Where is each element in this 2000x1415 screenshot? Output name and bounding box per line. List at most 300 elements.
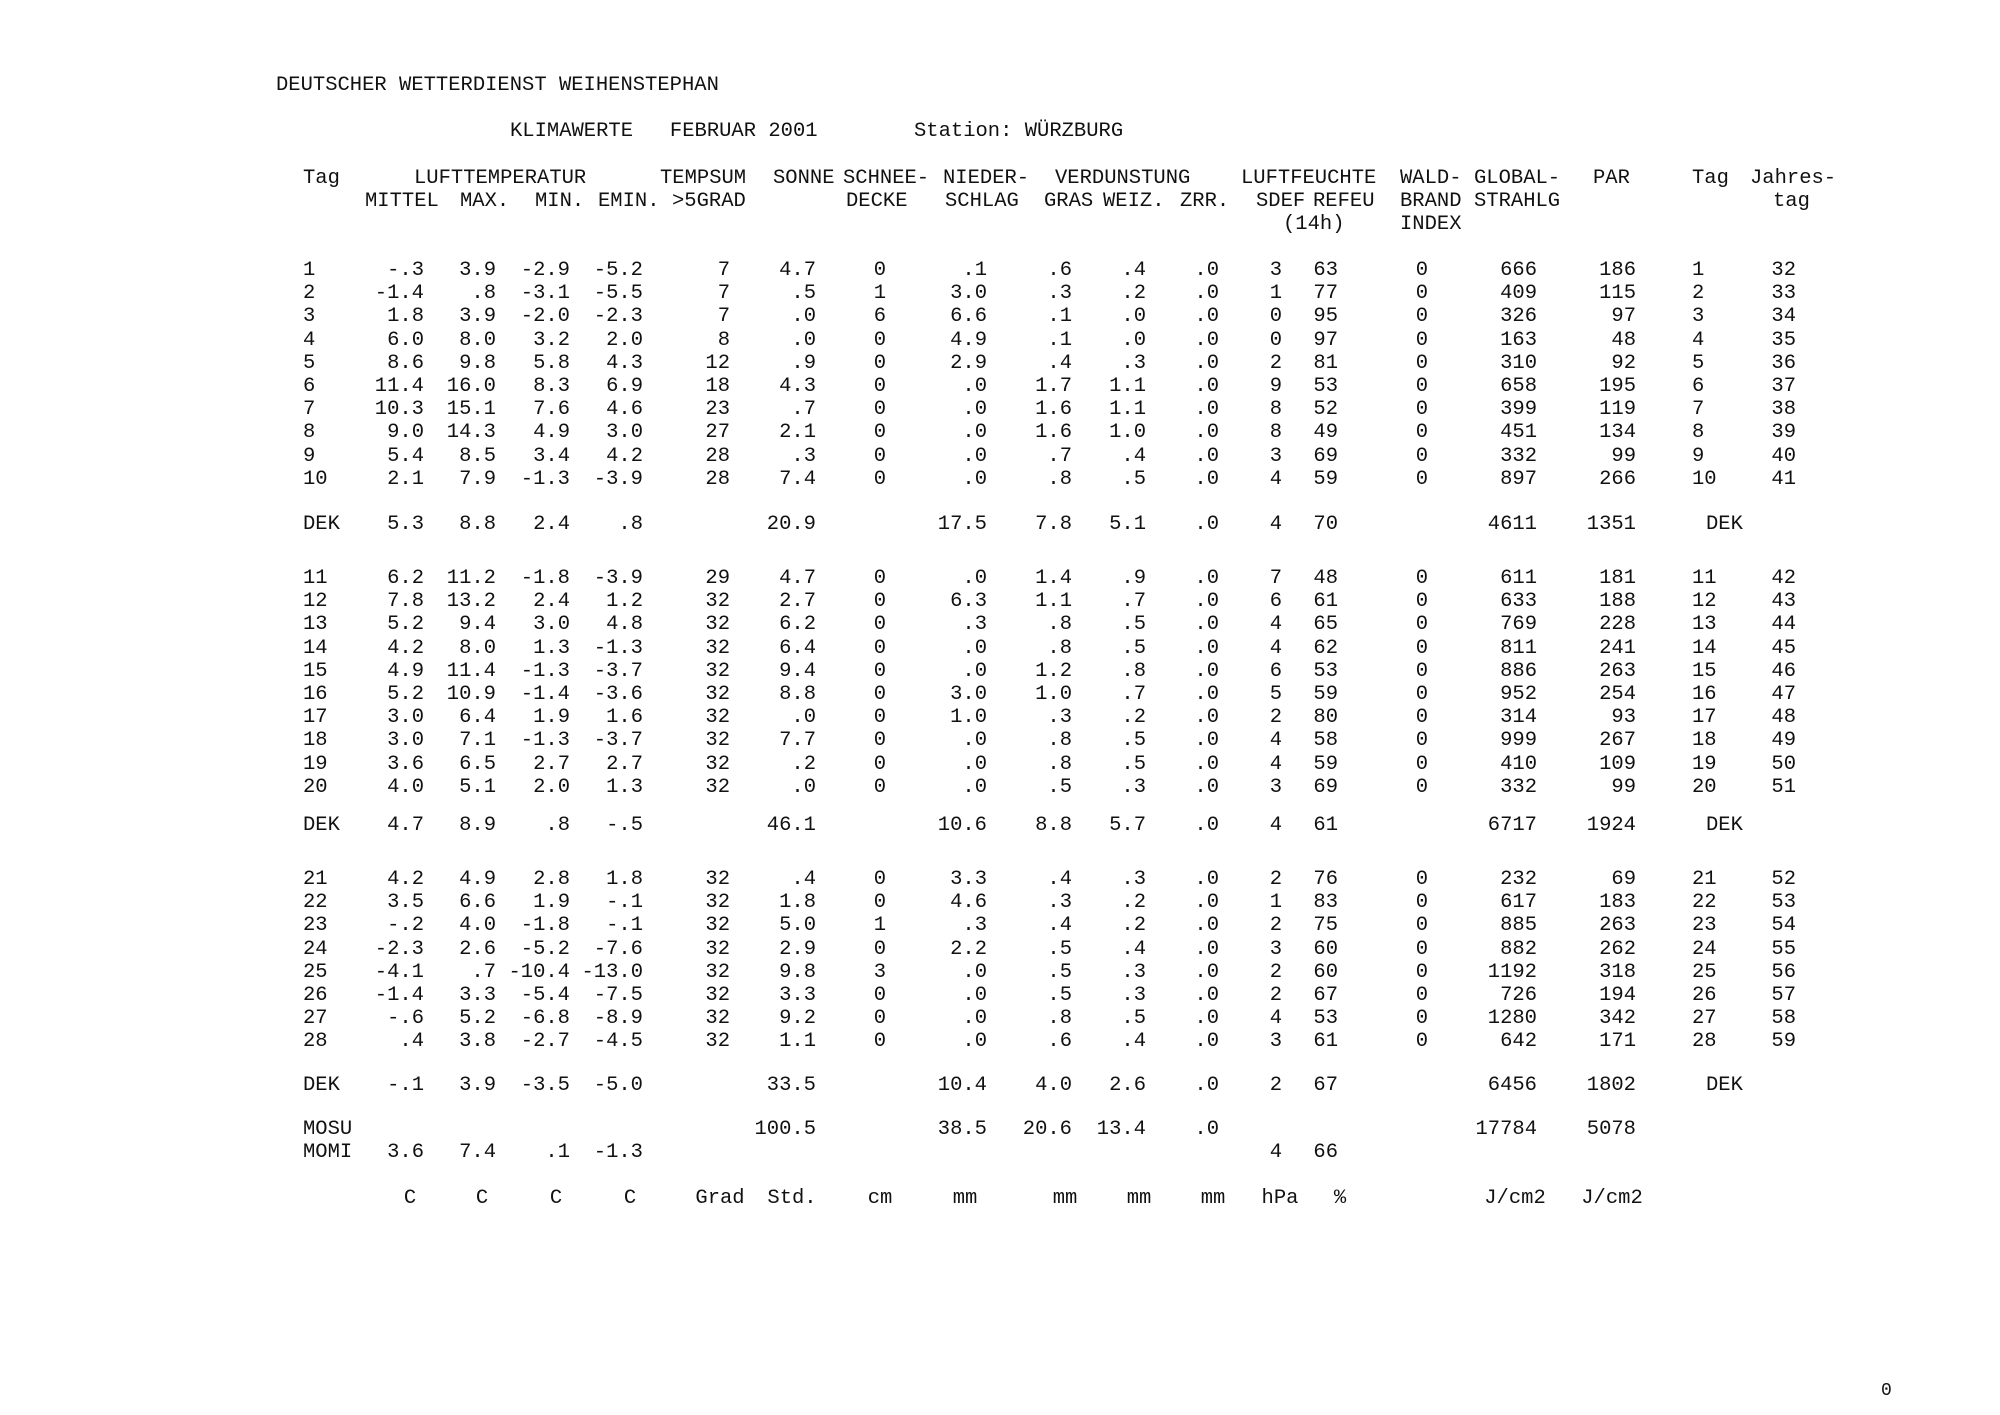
day-row-mittel: 5.4 bbox=[387, 444, 424, 468]
day-row-schnee: 0 bbox=[873, 1030, 886, 1054]
day-row-min: -2.7 bbox=[520, 1030, 570, 1054]
day-row-min: -5.2 bbox=[520, 937, 570, 961]
day-row-schnee: 0 bbox=[873, 398, 886, 422]
day-row-tag: 16 bbox=[303, 683, 328, 706]
day-row-jahrestag: 34 bbox=[1771, 305, 1796, 329]
day-row-emin: 2.7 bbox=[606, 752, 643, 776]
dek-row-max: 8.9 bbox=[459, 814, 496, 837]
day-row-gras: .8 bbox=[1047, 467, 1072, 491]
day-row-jahrestag: 55 bbox=[1771, 937, 1796, 961]
day-row-tag: 27 bbox=[303, 1007, 328, 1031]
day-row-min: 8.3 bbox=[533, 375, 570, 398]
day-row-emin: -4.5 bbox=[593, 1030, 643, 1054]
day-row-global: 1192 bbox=[1487, 960, 1537, 984]
day-row-sdef: 7 bbox=[1269, 567, 1282, 590]
day-row-tempsum: 29 bbox=[705, 567, 730, 590]
day-row-weiz: .4 bbox=[1121, 444, 1146, 468]
day-row-gras: .3 bbox=[1047, 706, 1072, 730]
day-row-par: 183 bbox=[1599, 891, 1636, 915]
day-row-weiz: .9 bbox=[1121, 567, 1146, 590]
day-row-global: 332 bbox=[1500, 444, 1537, 468]
dek-row-sdef: 4 bbox=[1269, 513, 1282, 536]
day-row-par: 194 bbox=[1599, 984, 1636, 1007]
day-row-tempsum: 32 bbox=[705, 636, 730, 660]
org-title: DEUTSCHER WETTERDIENST WEIHENSTEPHAN bbox=[276, 74, 719, 97]
day-row-nieder: .0 bbox=[962, 752, 987, 776]
day-row-tempsum: 18 bbox=[705, 375, 730, 398]
unit-label: mm bbox=[1126, 1187, 1152, 1210]
column-subheader: (14h) bbox=[1283, 213, 1345, 236]
day-row-sonne: 9.8 bbox=[779, 960, 816, 984]
day-row-refeu: 53 bbox=[1313, 659, 1338, 683]
dek-row-zrr: .0 bbox=[1194, 1074, 1219, 1097]
day-row-emin: 4.2 bbox=[606, 444, 643, 468]
day-row-weiz: .5 bbox=[1121, 636, 1146, 660]
day-row-gras: .4 bbox=[1047, 914, 1072, 938]
day-row-jahrestag: 35 bbox=[1771, 328, 1796, 352]
column-header: NIEDER- bbox=[943, 167, 1030, 190]
day-row-schnee: 0 bbox=[873, 421, 886, 445]
day-row-tag2: 9 bbox=[1692, 444, 1705, 468]
dek-row-max: 8.8 bbox=[459, 513, 496, 536]
day-row-wald: 0 bbox=[1415, 706, 1428, 730]
day-row-zrr: .0 bbox=[1194, 868, 1219, 891]
day-row-tag2: 8 bbox=[1692, 421, 1705, 445]
day-row-refeu: 97 bbox=[1313, 328, 1338, 352]
day-row-sdef: 3 bbox=[1269, 775, 1282, 799]
column-subheader: DECKE bbox=[846, 190, 908, 213]
dek-row-tag2: DEK bbox=[1706, 1074, 1743, 1097]
day-row-nieder: .0 bbox=[962, 984, 987, 1007]
day-row-zrr: .0 bbox=[1194, 398, 1219, 422]
day-row-emin: -3.7 bbox=[593, 659, 643, 683]
column-header: WALD- bbox=[1400, 167, 1462, 190]
day-row-par: 228 bbox=[1599, 613, 1636, 637]
day-row-global: 314 bbox=[1500, 706, 1537, 730]
day-row-tag: 17 bbox=[303, 706, 328, 730]
day-row-jahrestag: 38 bbox=[1771, 398, 1796, 422]
day-row-mittel: -1.4 bbox=[374, 282, 424, 306]
day-row-tag: 7 bbox=[303, 398, 316, 422]
day-row-tag: 28 bbox=[303, 1030, 328, 1054]
day-row-sdef: 8 bbox=[1269, 398, 1282, 422]
day-row-jahrestag: 37 bbox=[1771, 375, 1796, 398]
day-row-nieder: 6.3 bbox=[950, 590, 987, 614]
day-row-global: 726 bbox=[1500, 984, 1537, 1007]
day-row-tempsum: 32 bbox=[705, 960, 730, 984]
day-row-nieder: 6.6 bbox=[950, 305, 987, 329]
momi-row-max: 7.4 bbox=[459, 1141, 496, 1164]
day-row-max: 4.9 bbox=[459, 868, 496, 891]
day-row-nieder: 4.9 bbox=[950, 328, 987, 352]
day-row-sonne: 1.8 bbox=[779, 891, 816, 915]
day-row-mittel: 5.2 bbox=[387, 613, 424, 637]
day-row-emin: -3.6 bbox=[593, 683, 643, 706]
day-row-schnee: 3 bbox=[873, 960, 886, 984]
day-row-wald: 0 bbox=[1415, 613, 1428, 637]
day-row-sdef: 8 bbox=[1269, 421, 1282, 445]
day-row-tag2: 24 bbox=[1692, 937, 1717, 961]
day-row-emin: -2.3 bbox=[593, 305, 643, 329]
day-row-min: 4.9 bbox=[533, 421, 570, 445]
dek-row-weiz: 2.6 bbox=[1109, 1074, 1146, 1097]
day-row-tempsum: 28 bbox=[705, 444, 730, 468]
day-row-refeu: 69 bbox=[1313, 444, 1338, 468]
day-row-tag: 13 bbox=[303, 613, 328, 637]
unit-label: C bbox=[623, 1187, 637, 1210]
day-row-par: 342 bbox=[1599, 1007, 1636, 1031]
day-row-tag2: 26 bbox=[1692, 984, 1717, 1007]
day-row-gras: 1.6 bbox=[1035, 398, 1072, 422]
day-row-weiz: .7 bbox=[1121, 683, 1146, 706]
day-row-jahrestag: 33 bbox=[1771, 282, 1796, 306]
day-row-emin: 4.6 bbox=[606, 398, 643, 422]
day-row-emin: -13.0 bbox=[581, 960, 643, 984]
day-row-min: 3.4 bbox=[533, 444, 570, 468]
day-row-max: 8.0 bbox=[459, 636, 496, 660]
day-row-tempsum: 32 bbox=[705, 984, 730, 1007]
day-row-schnee: 0 bbox=[873, 891, 886, 915]
day-row-emin: -1.3 bbox=[593, 636, 643, 660]
day-row-tempsum: 32 bbox=[705, 706, 730, 730]
day-row-schnee: 0 bbox=[873, 775, 886, 799]
day-row-tag2: 17 bbox=[1692, 706, 1717, 730]
day-row-par: 48 bbox=[1611, 328, 1636, 352]
day-row-par: 263 bbox=[1599, 914, 1636, 938]
column-subheader: >5GRAD bbox=[672, 190, 746, 213]
column-subheader: MITTEL bbox=[365, 190, 439, 213]
day-row-tempsum: 32 bbox=[705, 1007, 730, 1031]
day-row-sonne: 4.7 bbox=[779, 567, 816, 590]
day-row-sdef: 4 bbox=[1269, 729, 1282, 753]
day-row-weiz: .3 bbox=[1121, 960, 1146, 984]
day-row-wald: 0 bbox=[1415, 960, 1428, 984]
day-row-tag2: 13 bbox=[1692, 613, 1717, 637]
column-header: Tag bbox=[303, 167, 340, 190]
day-row-par: 109 bbox=[1599, 752, 1636, 776]
day-row-refeu: 95 bbox=[1313, 305, 1338, 329]
dek-row-tag2: DEK bbox=[1706, 513, 1743, 536]
day-row-emin: 1.6 bbox=[606, 706, 643, 730]
day-row-weiz: .2 bbox=[1121, 706, 1146, 730]
day-row-gras: .8 bbox=[1047, 729, 1072, 753]
day-row-gras: .4 bbox=[1047, 868, 1072, 891]
day-row-refeu: 76 bbox=[1313, 868, 1338, 891]
day-row-nieder: .0 bbox=[962, 636, 987, 660]
day-row-nieder: .0 bbox=[962, 960, 987, 984]
mosu-row-nieder: 38.5 bbox=[937, 1118, 987, 1141]
day-row-tag: 15 bbox=[303, 659, 328, 683]
day-row-tempsum: 7 bbox=[717, 259, 730, 282]
day-row-jahrestag: 36 bbox=[1771, 351, 1796, 375]
day-row-gras: .8 bbox=[1047, 752, 1072, 776]
day-row-par: 93 bbox=[1611, 706, 1636, 730]
day-row-sonne: 2.1 bbox=[779, 421, 816, 445]
column-subheader: SDEF bbox=[1256, 190, 1306, 213]
column-subheader: STRAHLG bbox=[1474, 190, 1561, 213]
day-row-tempsum: 32 bbox=[705, 752, 730, 776]
day-row-global: 410 bbox=[1500, 752, 1537, 776]
day-row-gras: .1 bbox=[1047, 305, 1072, 329]
column-header: LUFTFEUCHTE bbox=[1241, 167, 1377, 190]
day-row-refeu: 60 bbox=[1313, 960, 1338, 984]
day-row-tag2: 1 bbox=[1692, 259, 1705, 282]
day-row-wald: 0 bbox=[1415, 259, 1428, 282]
mosu-row-tag: MOSU bbox=[303, 1118, 353, 1141]
day-row-jahrestag: 54 bbox=[1771, 914, 1796, 938]
day-row-mittel: 4.9 bbox=[387, 659, 424, 683]
day-row-tempsum: 27 bbox=[705, 421, 730, 445]
day-row-nieder: .0 bbox=[962, 444, 987, 468]
day-row-sdef: 2 bbox=[1269, 868, 1282, 891]
day-row-emin: -5.5 bbox=[593, 282, 643, 306]
day-row-wald: 0 bbox=[1415, 467, 1428, 491]
day-row-weiz: 1.1 bbox=[1109, 398, 1146, 422]
day-row-tempsum: 32 bbox=[705, 613, 730, 637]
day-row-schnee: 0 bbox=[873, 467, 886, 491]
day-row-min: -6.8 bbox=[520, 1007, 570, 1031]
day-row-refeu: 59 bbox=[1313, 467, 1338, 491]
day-row-zrr: .0 bbox=[1194, 914, 1219, 938]
day-row-tempsum: 28 bbox=[705, 467, 730, 491]
day-row-gras: .5 bbox=[1047, 984, 1072, 1007]
day-row-global: 451 bbox=[1500, 421, 1537, 445]
column-subheader: SCHLAG bbox=[945, 190, 1019, 213]
day-row-sonne: .0 bbox=[791, 706, 816, 730]
day-row-par: 263 bbox=[1599, 659, 1636, 683]
day-row-max: 5.1 bbox=[459, 775, 496, 799]
day-row-refeu: 58 bbox=[1313, 729, 1338, 753]
day-row-schnee: 0 bbox=[873, 259, 886, 282]
dek-row-mittel: 4.7 bbox=[387, 814, 424, 837]
day-row-refeu: 53 bbox=[1313, 375, 1338, 398]
dek-row-mittel: -.1 bbox=[387, 1074, 424, 1097]
day-row-emin: -7.5 bbox=[593, 984, 643, 1007]
day-row-schnee: 0 bbox=[873, 937, 886, 961]
unit-label: mm bbox=[1052, 1187, 1078, 1210]
day-row-global: 952 bbox=[1500, 683, 1537, 706]
day-row-tempsum: 7 bbox=[717, 305, 730, 329]
day-row-tag2: 19 bbox=[1692, 752, 1717, 776]
day-row-tag2: 23 bbox=[1692, 914, 1717, 938]
day-row-global: 617 bbox=[1500, 891, 1537, 915]
column-subheader: REFEU bbox=[1313, 190, 1375, 213]
day-row-sonne: .4 bbox=[791, 868, 816, 891]
day-row-wald: 0 bbox=[1415, 590, 1428, 614]
column-header: VERDUNSTUNG bbox=[1055, 167, 1191, 190]
day-row-wald: 0 bbox=[1415, 914, 1428, 938]
day-row-weiz: .2 bbox=[1121, 282, 1146, 306]
day-row-sdef: 4 bbox=[1269, 636, 1282, 660]
day-row-max: 13.2 bbox=[446, 590, 496, 614]
dek-row-refeu: 61 bbox=[1313, 814, 1338, 837]
day-row-global: 399 bbox=[1500, 398, 1537, 422]
day-row-refeu: 77 bbox=[1313, 282, 1338, 306]
day-row-schnee: 0 bbox=[873, 729, 886, 753]
day-row-jahrestag: 57 bbox=[1771, 984, 1796, 1007]
day-row-par: 97 bbox=[1611, 305, 1636, 329]
day-row-tempsum: 32 bbox=[705, 914, 730, 938]
mosu-row-global: 17784 bbox=[1475, 1118, 1537, 1141]
dek-row-min: .8 bbox=[545, 814, 570, 837]
day-row-jahrestag: 53 bbox=[1771, 891, 1796, 915]
day-row-wald: 0 bbox=[1415, 891, 1428, 915]
day-row-gras: .3 bbox=[1047, 282, 1072, 306]
day-row-wald: 0 bbox=[1415, 567, 1428, 590]
day-row-nieder: .0 bbox=[962, 1030, 987, 1054]
day-row-tag2: 6 bbox=[1692, 375, 1705, 398]
day-row-mittel: 10.3 bbox=[374, 398, 424, 422]
day-row-sdef: 6 bbox=[1269, 659, 1282, 683]
day-row-weiz: .0 bbox=[1121, 305, 1146, 329]
day-row-emin: -8.9 bbox=[593, 1007, 643, 1031]
day-row-max: .7 bbox=[471, 960, 496, 984]
momi-row-sdef: 4 bbox=[1269, 1141, 1282, 1164]
day-row-tag: 11 bbox=[303, 567, 328, 590]
day-row-max: 11.2 bbox=[446, 567, 496, 590]
day-row-weiz: .2 bbox=[1121, 914, 1146, 938]
day-row-refeu: 80 bbox=[1313, 706, 1338, 730]
mosu-row-par: 5078 bbox=[1586, 1118, 1636, 1141]
day-row-jahrestag: 50 bbox=[1771, 752, 1796, 776]
day-row-min: 2.7 bbox=[533, 752, 570, 776]
unit-label: mm bbox=[952, 1187, 978, 1210]
day-row-par: 115 bbox=[1599, 282, 1636, 306]
day-row-max: 8.5 bbox=[459, 444, 496, 468]
day-row-jahrestag: 44 bbox=[1771, 613, 1796, 637]
day-row-sdef: 4 bbox=[1269, 752, 1282, 776]
day-row-max: 14.3 bbox=[446, 421, 496, 445]
day-row-mittel: -.3 bbox=[387, 259, 424, 282]
day-row-zrr: .0 bbox=[1194, 1007, 1219, 1031]
day-row-sonne: 7.7 bbox=[779, 729, 816, 753]
day-row-weiz: .4 bbox=[1121, 259, 1146, 282]
day-row-par: 134 bbox=[1599, 421, 1636, 445]
dek-row-emin: -.5 bbox=[606, 814, 643, 837]
day-row-jahrestag: 40 bbox=[1771, 444, 1796, 468]
day-row-tag: 5 bbox=[303, 351, 316, 375]
unit-label: C bbox=[403, 1187, 417, 1210]
day-row-sdef: 0 bbox=[1269, 305, 1282, 329]
day-row-sonne: .0 bbox=[791, 775, 816, 799]
day-row-sonne: .0 bbox=[791, 328, 816, 352]
day-row-schnee: 0 bbox=[873, 375, 886, 398]
day-row-mittel: 2.1 bbox=[387, 467, 424, 491]
day-row-par: 262 bbox=[1599, 937, 1636, 961]
day-row-tag2: 21 bbox=[1692, 868, 1717, 891]
day-row-nieder: .0 bbox=[962, 567, 987, 590]
day-row-sonne: 4.3 bbox=[779, 375, 816, 398]
unit-label: Grad bbox=[695, 1187, 745, 1210]
day-row-emin: 1.2 bbox=[606, 590, 643, 614]
day-row-emin: -3.9 bbox=[593, 467, 643, 491]
day-row-sonne: .3 bbox=[791, 444, 816, 468]
day-row-zrr: .0 bbox=[1194, 590, 1219, 614]
station-name: Station: WÜRZBURG bbox=[914, 120, 1124, 143]
day-row-tempsum: 23 bbox=[705, 398, 730, 422]
day-row-wald: 0 bbox=[1415, 636, 1428, 660]
unit-label: C bbox=[549, 1187, 563, 1210]
day-row-global: 163 bbox=[1500, 328, 1537, 352]
day-row-sdef: 2 bbox=[1269, 914, 1282, 938]
day-row-emin: 2.0 bbox=[606, 328, 643, 352]
day-row-wald: 0 bbox=[1415, 729, 1428, 753]
day-row-gras: .3 bbox=[1047, 891, 1072, 915]
day-row-zrr: .0 bbox=[1194, 659, 1219, 683]
day-row-tag: 9 bbox=[303, 444, 316, 468]
day-row-tag2: 10 bbox=[1692, 467, 1717, 491]
day-row-zrr: .0 bbox=[1194, 775, 1219, 799]
day-row-max: 3.8 bbox=[459, 1030, 496, 1054]
day-row-global: 332 bbox=[1500, 775, 1537, 799]
day-row-weiz: .0 bbox=[1121, 328, 1146, 352]
day-row-mittel: 4.2 bbox=[387, 868, 424, 891]
day-row-zrr: .0 bbox=[1194, 467, 1219, 491]
day-row-tag: 20 bbox=[303, 775, 328, 799]
day-row-tag: 23 bbox=[303, 914, 328, 938]
day-row-tag: 21 bbox=[303, 868, 328, 891]
dek-row-refeu: 67 bbox=[1313, 1074, 1338, 1097]
day-row-max: 9.4 bbox=[459, 613, 496, 637]
day-row-wald: 0 bbox=[1415, 328, 1428, 352]
day-row-refeu: 83 bbox=[1313, 891, 1338, 915]
day-row-jahrestag: 39 bbox=[1771, 421, 1796, 445]
day-row-global: 885 bbox=[1500, 914, 1537, 938]
day-row-tempsum: 32 bbox=[705, 590, 730, 614]
day-row-gras: .4 bbox=[1047, 351, 1072, 375]
day-row-zrr: .0 bbox=[1194, 937, 1219, 961]
day-row-emin: 1.8 bbox=[606, 868, 643, 891]
day-row-tag: 25 bbox=[303, 960, 328, 984]
column-header: GLOBAL- bbox=[1474, 167, 1561, 190]
day-row-nieder: 4.6 bbox=[950, 891, 987, 915]
day-row-min: 3.0 bbox=[533, 613, 570, 637]
day-row-jahrestag: 52 bbox=[1771, 868, 1796, 891]
day-row-par: 186 bbox=[1599, 259, 1636, 282]
day-row-refeu: 63 bbox=[1313, 259, 1338, 282]
day-row-weiz: .7 bbox=[1121, 590, 1146, 614]
day-row-mittel: -.6 bbox=[387, 1007, 424, 1031]
day-row-mittel: -.2 bbox=[387, 914, 424, 938]
momi-row-min: .1 bbox=[545, 1141, 570, 1164]
day-row-par: 266 bbox=[1599, 467, 1636, 491]
day-row-mittel: 8.6 bbox=[387, 351, 424, 375]
dek-row-mittel: 5.3 bbox=[387, 513, 424, 536]
day-row-tempsum: 32 bbox=[705, 659, 730, 683]
day-row-nieder: .0 bbox=[962, 1007, 987, 1031]
day-row-tag: 3 bbox=[303, 305, 316, 329]
day-row-sdef: 3 bbox=[1269, 259, 1282, 282]
day-row-global: 642 bbox=[1500, 1030, 1537, 1054]
day-row-jahrestag: 49 bbox=[1771, 729, 1796, 753]
day-row-max: 5.2 bbox=[459, 1007, 496, 1031]
day-row-zrr: .0 bbox=[1194, 351, 1219, 375]
day-row-global: 882 bbox=[1500, 937, 1537, 961]
day-row-tempsum: 32 bbox=[705, 729, 730, 753]
day-row-weiz: .5 bbox=[1121, 467, 1146, 491]
day-row-zrr: .0 bbox=[1194, 282, 1219, 306]
day-row-tag: 14 bbox=[303, 636, 328, 660]
day-row-par: 267 bbox=[1599, 729, 1636, 753]
day-row-global: 811 bbox=[1500, 636, 1537, 660]
day-row-nieder: 3.3 bbox=[950, 868, 987, 891]
day-row-weiz: .4 bbox=[1121, 1030, 1146, 1054]
day-row-min: -3.1 bbox=[520, 282, 570, 306]
unit-label: % bbox=[1333, 1187, 1347, 1210]
day-row-wald: 0 bbox=[1415, 282, 1428, 306]
day-row-tag2: 20 bbox=[1692, 775, 1717, 799]
day-row-tag2: 27 bbox=[1692, 1007, 1717, 1031]
